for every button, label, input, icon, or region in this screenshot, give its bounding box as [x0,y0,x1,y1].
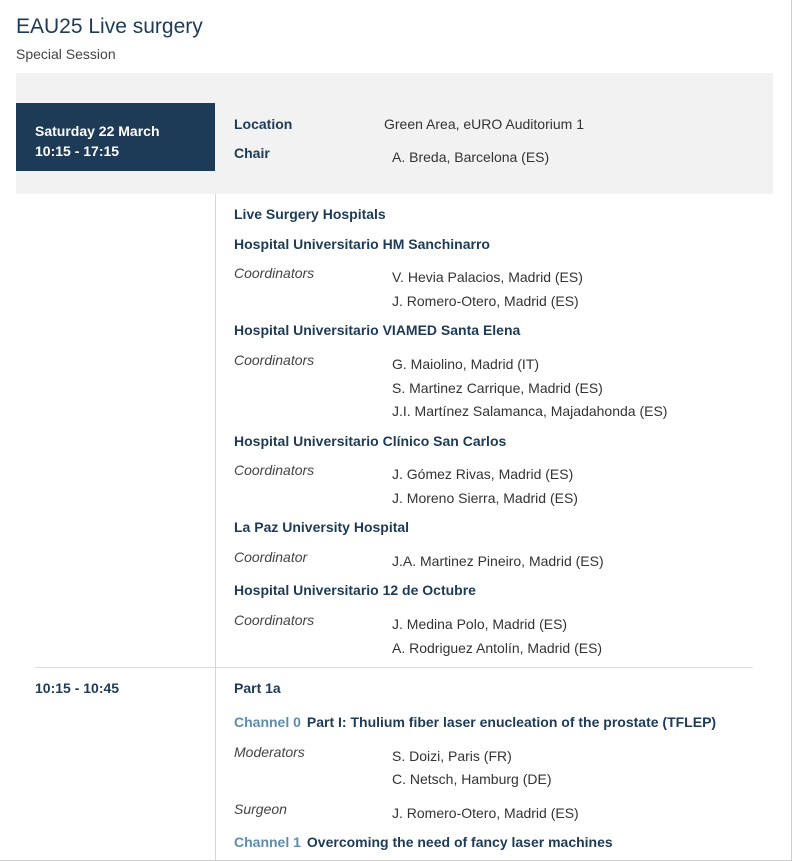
moderators-label: Moderators [234,744,305,760]
location-label: Location [234,116,293,132]
channel-tag: Channel 1 [234,834,301,850]
coordinators-label: Coordinators [234,352,315,368]
chair-label: Chair [234,145,270,161]
hospital-name: La Paz University Hospital [234,519,410,535]
coordinators-label: Coordinators [234,462,315,478]
session-time: 10:15 - 17:15 [35,143,120,159]
surgeon-label: Surgeon [234,801,287,817]
hospital-name: Hospital Universitario VIAMED Santa Elena [234,322,521,338]
session-date: Saturday 22 March [35,123,160,139]
coordinator-name[interactable]: G. Maiolino, Madrid (IT) [392,356,540,372]
coordinators-label: Coordinators [234,612,315,628]
channel-item[interactable] [234,714,716,730]
page-subtitle: Special Session [16,46,116,62]
section-divider [35,667,753,668]
coordinator-name[interactable]: V. Hevia Palacios, Madrid (ES) [392,269,583,285]
page-title: EAU25 Live surgery [16,15,203,38]
channel-title: Overcoming the need of fancy laser machines [306,834,613,850]
column-divider [215,194,216,861]
coordinators-label: Coordinators [234,265,315,281]
hospital-name: Hospital Universitario 12 de Octubre [234,582,476,598]
part-title: Part 1a [234,680,281,696]
coordinator-name[interactable]: J. Gómez Rivas, Madrid (ES) [392,466,574,482]
coordinator-name[interactable]: S. Martinez Carrique, Madrid (ES) [392,380,603,396]
part-time: 10:15 - 10:45 [35,680,120,696]
chair-value: A. Breda, Barcelona (ES) [392,149,550,165]
moderator-name[interactable]: S. Doizi, Paris (FR) [392,748,512,764]
surgeon-name[interactable]: J. Romero-Otero, Madrid (ES) [392,805,579,821]
coordinator-label: Coordinator [234,549,308,565]
hospitals-heading: Live Surgery Hospitals [234,206,386,222]
coordinator-name[interactable]: A. Rodriguez Antolín, Madrid (ES) [392,640,603,656]
location-value: Green Area, eURO Auditorium 1 [384,116,584,132]
channel-tag: Channel 0 [234,714,301,730]
channel-item[interactable] [234,834,613,850]
moderator-name[interactable]: C. Netsch, Hamburg (DE) [392,771,552,787]
hospital-name: Hospital Universitario Clínico San Carlos [234,433,507,449]
coordinator-name[interactable]: J.A. Martinez Pineiro, Madrid (ES) [392,553,604,569]
coordinator-name[interactable]: J. Moreno Sierra, Madrid (ES) [392,490,578,506]
coordinator-name[interactable]: J.I. Martínez Salamanca, Majadahonda (ES) [392,403,668,419]
coordinator-name[interactable]: J. Medina Polo, Madrid (ES) [392,616,568,632]
coordinator-name[interactable]: J. Romero-Otero, Madrid (ES) [392,293,579,309]
session-date-box [16,103,215,171]
channel-title: Part I: Thulium fiber laser enucleation of the prostate (TFLEP) [306,714,717,730]
hospital-name: Hospital Universitario HM Sanchinarro [234,236,490,252]
